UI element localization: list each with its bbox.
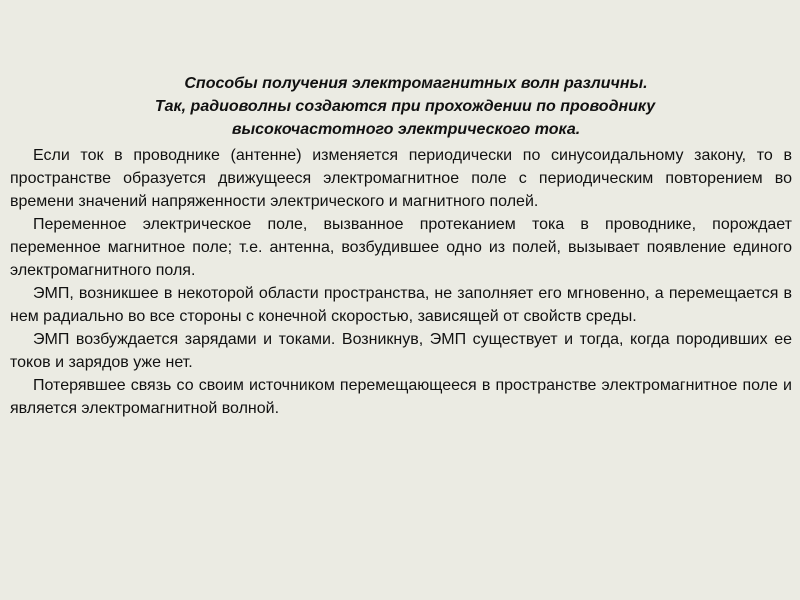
slide-body xyxy=(10,144,792,420)
heading-line-1: Способы получения электромагнитных волн различны. xyxy=(184,75,648,92)
heading-line-3: высокочастотного электрического тока. xyxy=(231,121,581,138)
heading-line-2: Так, радиоволны создаются при прохождении по проводнику xyxy=(154,98,656,115)
paragraph-emf-excitation: ЭМП возбуждается зарядами и токами. Возникнув, ЭМП существует и тогда, когда породивших ее токов и зарядов уже нет. xyxy=(10,331,792,371)
paragraph-current-in-antenna: Если ток в проводнике (антенне) изменяется периодически по синусоидальному закону, то в пространстве образуется движущееся электромагнитное поле с периодическим повторением во времени значений напряженности электрического и магнитного полей. xyxy=(10,147,792,210)
paragraph-alternating-field: Переменное электрическое поле, вызванное протеканием тока в проводнике, порождает переменное магнитное поле; т.е. антенна, возбудившее одно из полей, вызывает появление единого электромагнитного поля. xyxy=(10,216,792,279)
paragraph-emf-propagation: ЭМП, возникшее в некоторой области пространства, не заполняет его мгновенно, а перемещается в нем радиально во все стороны с конечной скоростью, зависящей от свойств среды. xyxy=(10,285,792,325)
slide-heading xyxy=(40,72,760,141)
paragraph-em-wave-definition: Потерявшее связь со своим источником перемещающееся в пространстве электромагнитное поле и является электромагнитной волной. xyxy=(10,377,792,417)
